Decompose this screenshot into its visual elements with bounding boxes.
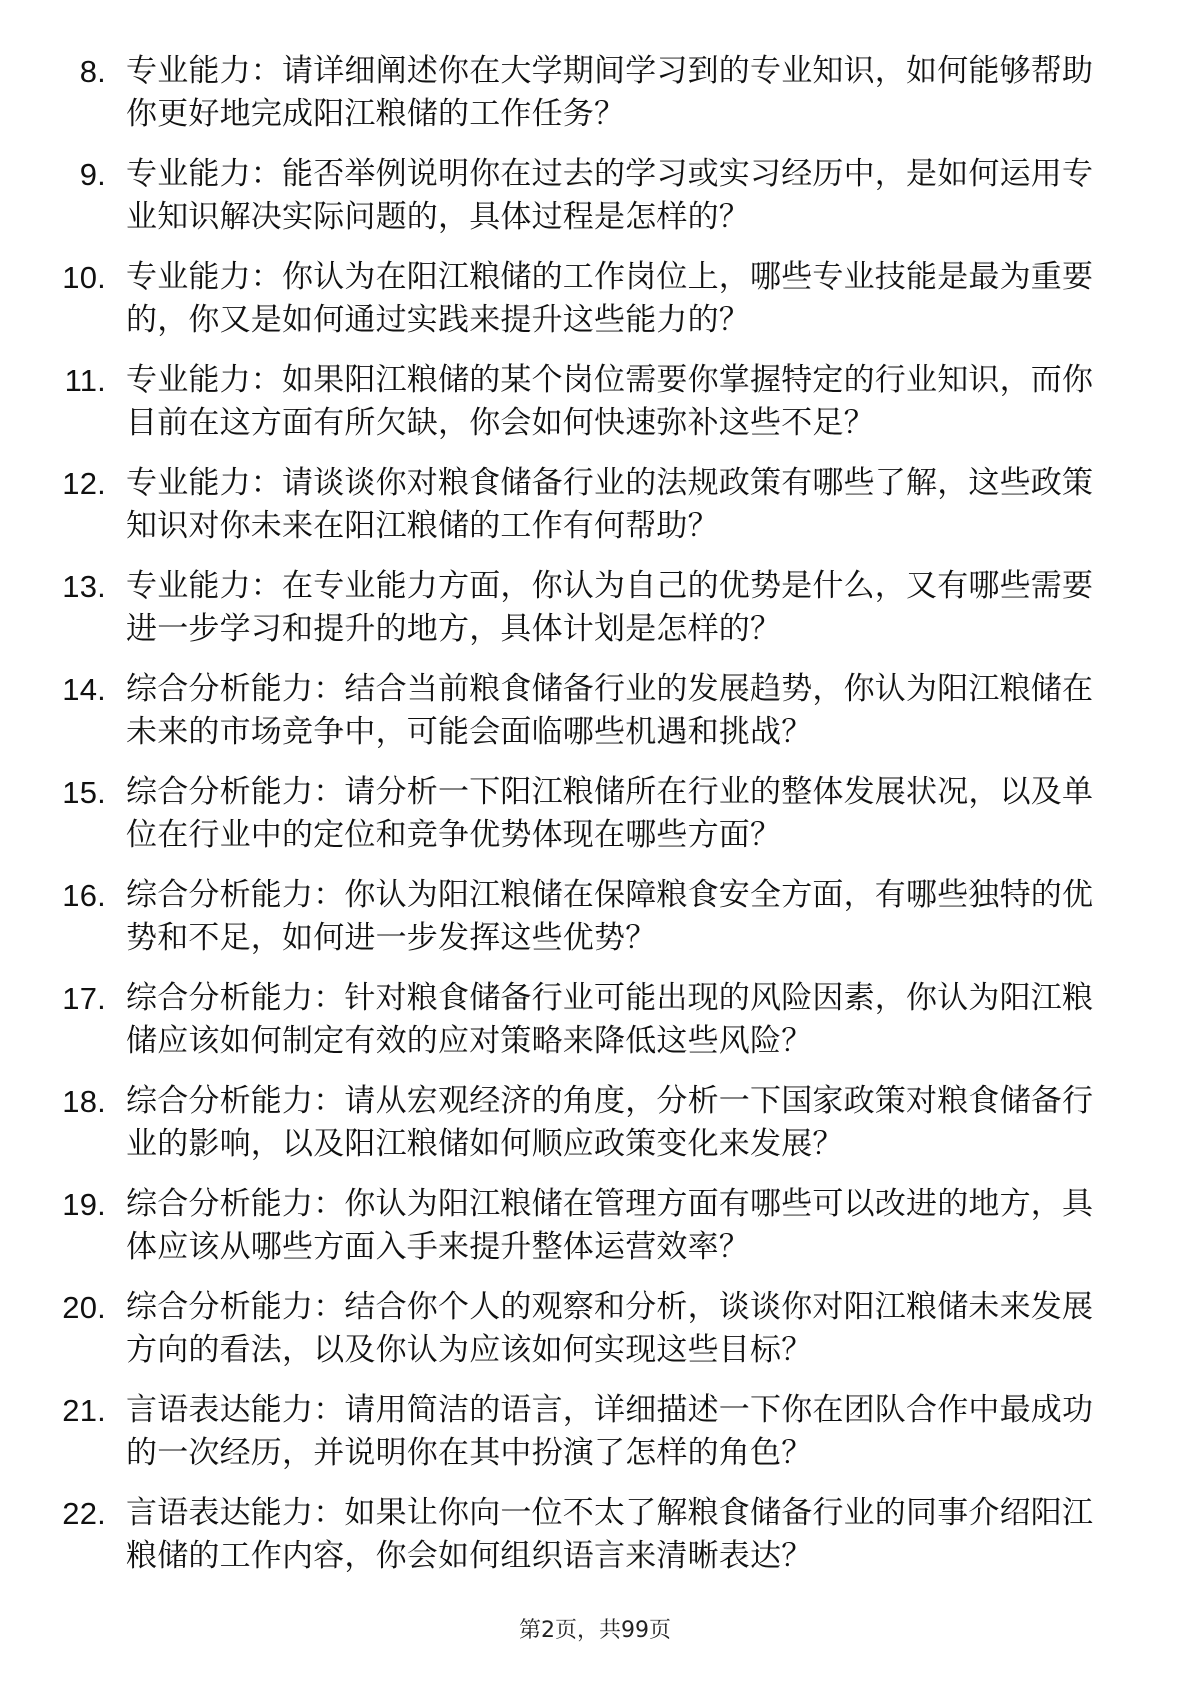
question-number: 9. (79, 157, 106, 192)
question-number: 17. (62, 981, 106, 1016)
question-number: 10. (62, 260, 106, 295)
question-item (60, 1492, 1110, 1578)
question-item (60, 256, 1110, 342)
question-text: 专业能力：如果阳江粮储的某个岗位需要你掌握特定的行业知识，而你目前在这方面有所欠缺，你会如何快速弥补这些不足？ (126, 362, 1094, 441)
question-text: 综合分析能力：请从宏观经济的角度，分析一下国家政策对粮食储备行业的影响，以及阳江粮储如何顺应政策变化来发展？ (126, 1083, 1094, 1162)
question-number: 11. (64, 363, 106, 398)
question-number: 16. (62, 878, 106, 913)
question-item (60, 1389, 1110, 1475)
question-item (60, 565, 1110, 651)
question-item (60, 977, 1110, 1063)
question-number: 13. (62, 569, 106, 604)
question-item (60, 50, 1110, 136)
question-number: 20. (62, 1290, 106, 1325)
question-text: 专业能力：请详细阐述你在大学期间学习到的专业知识，如何能够帮助你更好地完成阳江粮储的工作任务？ (126, 53, 1094, 132)
question-item (60, 1183, 1110, 1269)
question-item (60, 1286, 1110, 1372)
question-text: 言语表达能力：请用简洁的语言，详细描述一下你在团队合作中最成功的一次经历，并说明你在其中扮演了怎样的角色？ (126, 1392, 1094, 1471)
question-text: 专业能力：能否举例说明你在过去的学习或实习经历中，是如何运用专业知识解决实际问题的，具体过程是怎样的？ (126, 156, 1094, 235)
question-number: 8. (79, 54, 106, 89)
question-number: 19. (62, 1187, 106, 1222)
question-item (60, 359, 1110, 445)
question-text: 专业能力：请谈谈你对粮食储备行业的法规政策有哪些了解，这些政策知识对你未来在阳江粮储的工作有何帮助？ (126, 465, 1094, 544)
question-item (60, 668, 1110, 754)
question-text: 综合分析能力：请分析一下阳江粮储所在行业的整体发展状况，以及单位在行业中的定位和竞争优势体现在哪些方面？ (126, 774, 1094, 853)
question-number: 14. (62, 672, 106, 707)
question-number: 22. (62, 1496, 106, 1531)
question-text: 综合分析能力：针对粮食储备行业可能出现的风险因素，你认为阳江粮储应该如何制定有效的应对策略来降低这些风险？ (126, 980, 1094, 1059)
question-item (60, 874, 1110, 960)
question-text: 综合分析能力：结合你个人的观察和分析，谈谈你对阳江粮储未来发展方向的看法，以及你认为应该如何实现这些目标？ (126, 1289, 1094, 1368)
question-text: 综合分析能力：你认为阳江粮储在管理方面有哪些可以改进的地方，具体应该从哪些方面入手来提升整体运营效率？ (126, 1186, 1094, 1265)
question-item (60, 462, 1110, 548)
question-number: 21. (62, 1393, 106, 1428)
question-text: 综合分析能力：结合当前粮食储备行业的发展趋势，你认为阳江粮储在未来的市场竞争中，可能会面临哪些机遇和挑战？ (126, 671, 1094, 750)
question-text: 专业能力：你认为在阳江粮储的工作岗位上，哪些专业技能是最为重要的，你又是如何通过实践来提升这些能力的？ (126, 259, 1094, 338)
question-item (60, 771, 1110, 857)
question-number: 12. (62, 466, 106, 501)
page-number-footer: 第2页，共99页 (519, 1618, 671, 1643)
question-item (60, 1080, 1110, 1166)
question-number: 15. (62, 775, 106, 810)
question-text: 综合分析能力：你认为阳江粮储在保障粮食安全方面，有哪些独特的优势和不足，如何进一步发挥这些优势？ (126, 877, 1094, 956)
question-list (60, 50, 1110, 1595)
question-text: 专业能力：在专业能力方面，你认为自己的优势是什么，又有哪些需要进一步学习和提升的地方，具体计划是怎样的？ (126, 568, 1094, 647)
question-text: 言语表达能力：如果让你向一位不太了解粮食储备行业的同事介绍阳江粮储的工作内容，你会如何组织语言来清晰表达？ (126, 1495, 1094, 1574)
question-number: 18. (62, 1084, 106, 1119)
question-item (60, 153, 1110, 239)
